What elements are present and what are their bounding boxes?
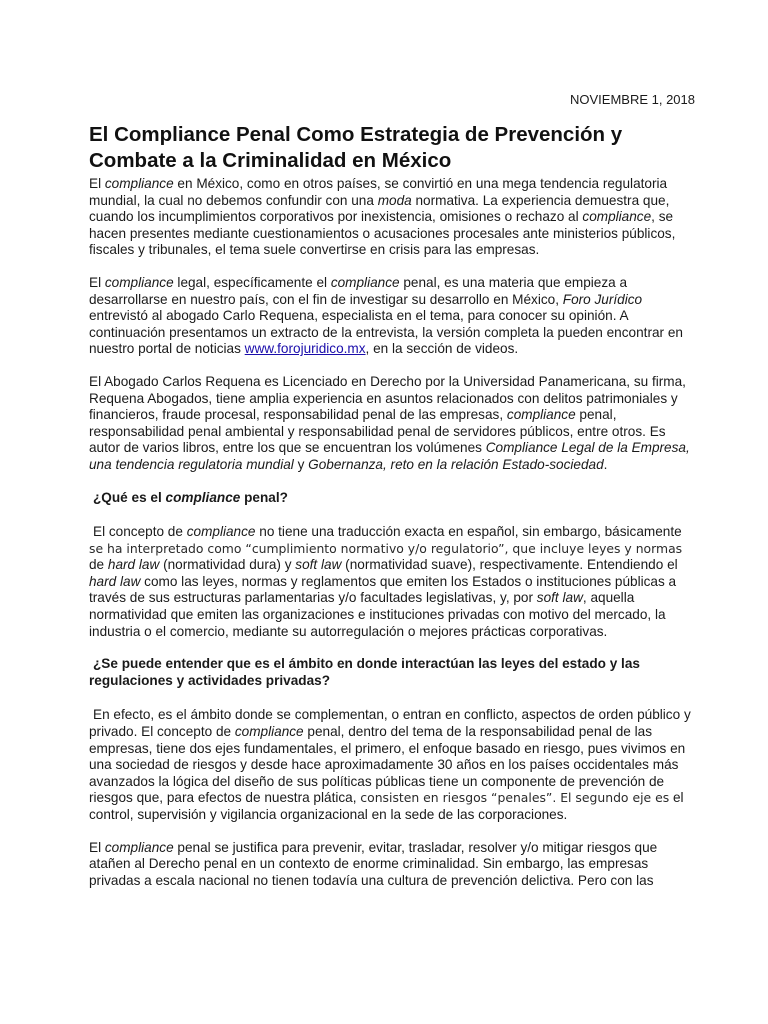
article-title: El Compliance Penal Como Estrategia de Prevención y Combate a la Criminalidad en México (89, 123, 623, 172)
paragraph-compliance-legal: El compliance legal, específicamente el compliance penal, es una materia que empieza a desarrollarse en nuestro país, con el fin de investigar su desarrollo en México, Foro Jurídico entrevistó al abogado Carlo Requena, especialista en el tema, para conocer su opinión. A continuación presentamos un extracto de la entrevista, la versión completa la pueden encontrar en nuestro portal de noticias www.forojuridico.mx, en la sección de videos. (89, 274, 683, 357)
question-heading-1: ¿Qué es el compliance penal? (93, 489, 288, 505)
paragraph-justification: El compliance penal se justifica para prevenir, evitar, trasladar, resolver y/o mitigar riesgos que atañen al Derecho penal en un contexto de enorme criminalidad. Sin embargo, las empresas privadas a escala nacional no tienen todavía una cultura de prevención delictiva. Pero con las (89, 839, 658, 888)
paragraph-scope: En efecto, es el ámbito donde se complementan, o entran en conflicto, aspectos de orden público y privado. El concepto de compliance penal, dentro del tema de la responsabilidad penal de las empresas, tiene dos ejes fundamentales, el primero, el enfoque basado en riesgo, pues vivimos en una sociedad de riesgos y desde hace aproximadamente 30 años en los países occidentales más avanzados la lógica del diseño de sus políticas públicas tiene un componente de prevención de riesgos que, para efectos de nuestra plática, consisten en riesgos “penales”. El segundo eje es el control, supervisión y vigilancia organizacional en la sede de las corporaciones. (89, 707, 691, 822)
article-body (89, 92, 695, 905)
paragraph-intro: El compliance en México, como en otros países, se convirtió en una mega tendencia regulatoria mundial, la cual no debemos confundir con una moda normativa. La experiencia demuestra que, cuando los incumplimientos corporativos por inexistencia, omisiones o rechazo al compliance, se hacen presentes mediante cuestionamientos o acusaciones procesales ante ministerios públicos, fiscales y tribunales, el tema suele convertirse en crisis para las empresas. (89, 176, 676, 258)
question-heading-2: ¿Se puede entender que es el ámbito en donde interactúan las leyes del estado y las regulaciones y actividades privadas? (89, 656, 640, 688)
publication-date: NOVIEMBRE 1, 2018 (570, 92, 695, 107)
paragraph-author-bio: El Abogado Carlos Requena es Licenciado en Derecho por la Universidad Panamericana, su firma, Requena Abogados, tiene amplia experiencia en asuntos relacionados con delitos patrimoniales y financieros, fraude procesal, responsabilidad penal de las empresas, compliance penal, responsabilidad penal ambiental y responsabilidad penal de servidores públicos, entre otros. Es autor de varios libros, entre los que se encuentran los volúmenes Compliance Legal de la Empresa, una tendencia regulatoria mundial y Gobernanza, reto en la relación Estado-sociedad. (89, 373, 690, 472)
paragraph-concept: El concepto de compliance no tiene una traducción exacta en español, sin embargo, básicamente se ha interpretado como “cumplimiento normativo y/o regulatorio”, que incluye leyes y normas de hard law (normatividad dura) y soft law (normatividad suave), respectivamente. Entendiendo el hard law como las leyes, normas y reglamentos que emiten los Estados o instituciones públicas a través de sus estructuras parlamentarias y/o facultades legislativas, y, por soft law, aquella normatividad que emiten las organizaciones e instituciones privadas con motivo del mercado, la industria o el comercio, mediante su autorregulación o mejores prácticas corporativas. (89, 524, 683, 639)
forojuridico-link[interactable]: www.forojuridico.mx (244, 341, 366, 357)
